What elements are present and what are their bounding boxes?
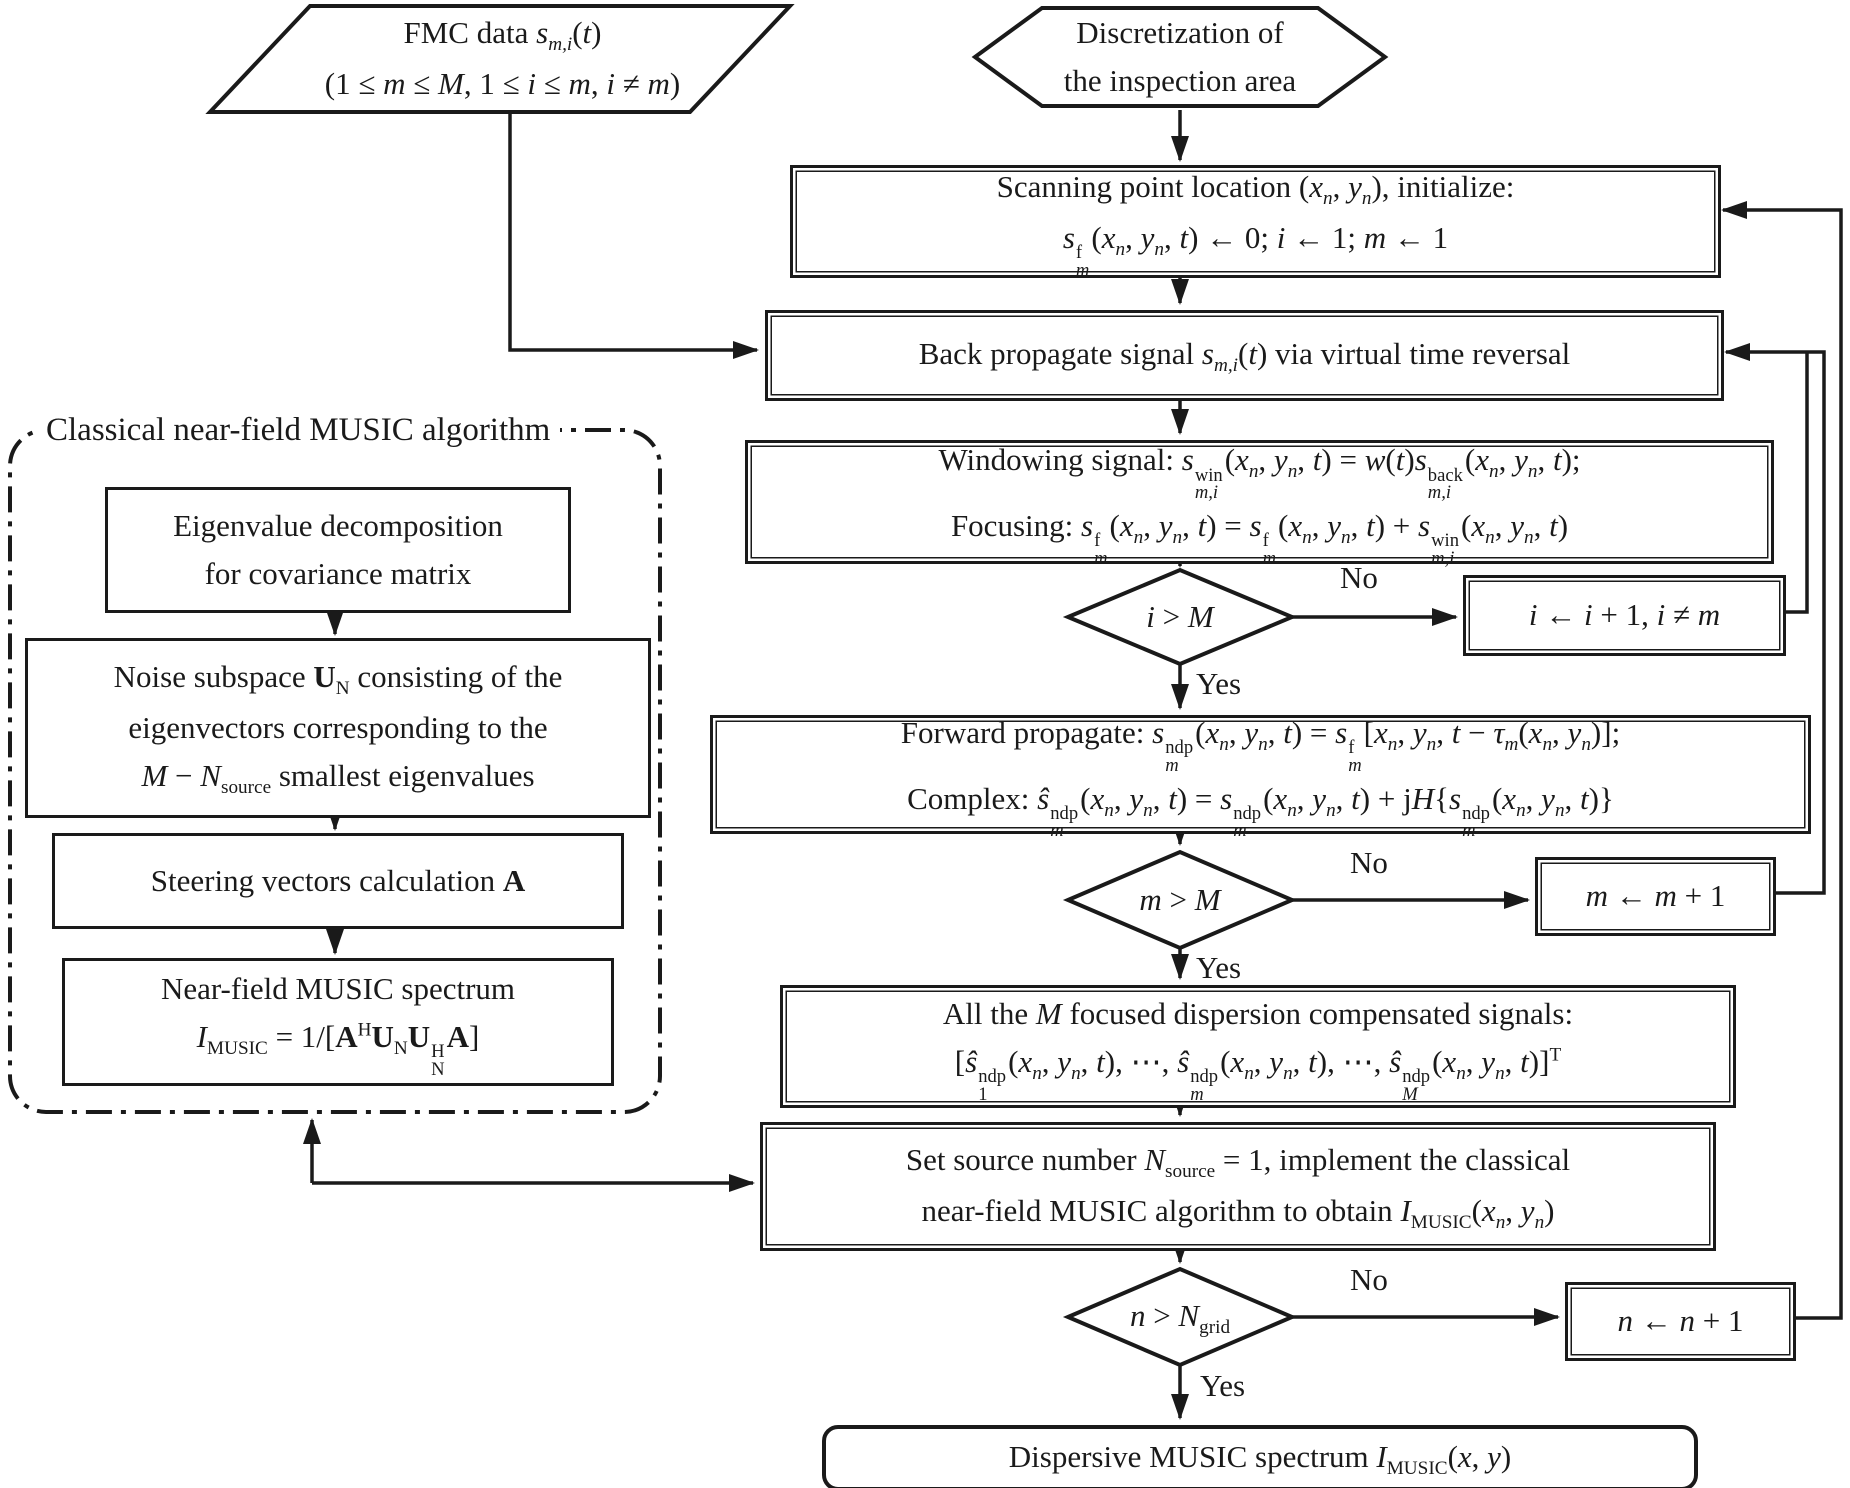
discretization-line1: Discretization of: [1076, 14, 1284, 50]
decision-m-no-label: No: [1350, 845, 1388, 880]
forward-line1: Forward propagate: s ndp m ($x_n$, $y_n$, t) = s f m [$x_n$, $y_n$, $t - \tau_m(x_n$, $y_n$)];: [900, 714, 1621, 776]
decision-n-text: $n > N_{grid}$: [1129, 1297, 1231, 1338]
all-signals-line2: [ŝ ndp 1 ($x_n$, $y_n$, t), ⋯, ŝ ndp m ($x_n$, $y_n$, t), ⋯, ŝ ndp M ($x_n$, $y_n$, t)]$^T$: [954, 1043, 1562, 1105]
increment-m-text: m ← m + 1: [1585, 878, 1726, 914]
discretization-line2: the inspection area: [1063, 63, 1297, 98]
node-fmc-data: [215, 6, 790, 112]
loop-inc-i: [1780, 352, 1807, 612]
spectrum-line2: $I_{MUSIC} = 1/[A^HU_NU$ H N A]: [196, 1019, 480, 1081]
spectrum-line1: Near-field MUSIC spectrum: [160, 971, 516, 1007]
decision-i-label: [1068, 570, 1292, 664]
noise-line2: eigenvectors corresponding to the: [128, 709, 548, 745]
increment-n-text: n ← n + 1: [1617, 1303, 1744, 1339]
eigen-line2: for covariance matrix: [204, 556, 472, 591]
node-increment-i: [1463, 575, 1786, 656]
back-propagate-text: Back propagate signal $s_{m,i}(t)$ via virtual time reversal: [918, 336, 1571, 377]
eigen-line1: Eigenvalue decomposition: [173, 507, 503, 543]
decision-n-no-label: No: [1350, 1262, 1388, 1297]
final-spectrum-text: Dispersive MUSIC spectrum $I_{MUSIC}(x$, y): [1008, 1438, 1512, 1479]
all-signals-line1: All the M focused dispersion compensated signals:: [942, 995, 1574, 1031]
decision-m-label: [1068, 852, 1292, 948]
set-source-line1: Set source number $N_{source} = 1$, implement the classical: [905, 1141, 1571, 1182]
node-steering-vectors: [52, 833, 624, 929]
node-all-signals: [780, 985, 1736, 1108]
decision-i-text: i > M: [1146, 598, 1214, 634]
windowing-line2: Focusing: s f m ($x_n$, $y_n$, t) = s f m ($x_n$, $y_n$, t) + s win m,i ($x_n$, $y_n$, t): [950, 508, 1569, 569]
node-noise-subspace: [25, 638, 651, 818]
noise-line3: $M - N_{source}$ smallest eigenvalues: [141, 758, 535, 799]
set-source-line2: near-field MUSIC algorithm to obtain $I_{MUSIC}(x_n$, $y_n$): [921, 1192, 1555, 1233]
scan-line1: Scanning point location ($x_n$, $y_n$), initialize:: [996, 169, 1515, 210]
decision-m-yes-label: Yes: [1196, 950, 1242, 985]
node-windowing-focusing: [745, 440, 1774, 569]
classical-group-title: Classical near-field MUSIC algorithm: [36, 408, 560, 452]
decision-m-text: m > M: [1139, 881, 1221, 917]
decision-n-yes-label: Yes: [1200, 1368, 1246, 1403]
node-set-source: [760, 1122, 1716, 1251]
windowing-line1: Windowing signal: s win m,i ($x_n$, $y_n$, t) = w(t)s back m,i ($x_n$, $y_n$, t);: [938, 442, 1581, 504]
node-scan-init: [790, 165, 1721, 282]
decision-i-yes-label: Yes: [1196, 666, 1242, 701]
increment-i-text: i ← i + 1, i ≠ m: [1528, 597, 1721, 633]
node-discretization: [975, 8, 1385, 106]
fmc-line2: (1 ≤ m ≤ M, 1 ≤ i ≤ m, i ≠ m): [324, 66, 681, 102]
noise-line1: Noise subspace $U_N$ consisting of the: [113, 659, 563, 700]
node-nearfield-spectrum: [62, 958, 614, 1086]
fmc-line1: FMC data $s_{m,i}(t)$: [403, 15, 602, 56]
node-forward-propagate: [710, 714, 1811, 842]
decision-n-label: [1068, 1269, 1292, 1365]
node-back-propagate: [765, 310, 1724, 401]
node-eigenvalue-decomposition: [105, 487, 571, 613]
arrow-fmc-to-back: [510, 114, 757, 350]
node-final-spectrum: [822, 1425, 1698, 1488]
decision-i-no-label: No: [1340, 560, 1378, 595]
steering-text: Steering vectors calculation A: [150, 862, 526, 898]
forward-line2: Complex: ŝ ndp m ($x_n$, $y_n$, t) = s ndp m ($x_n$, $y_n$, t) + jH{s ndp m ($x_n$, $y_n$, t)}: [907, 780, 1614, 842]
node-increment-n: [1565, 1282, 1796, 1361]
scan-line2: s f m ($x_n$, $y_n$, t) ← 0; i ← 1; m ← 1: [1062, 220, 1449, 282]
node-increment-m: [1535, 857, 1776, 936]
